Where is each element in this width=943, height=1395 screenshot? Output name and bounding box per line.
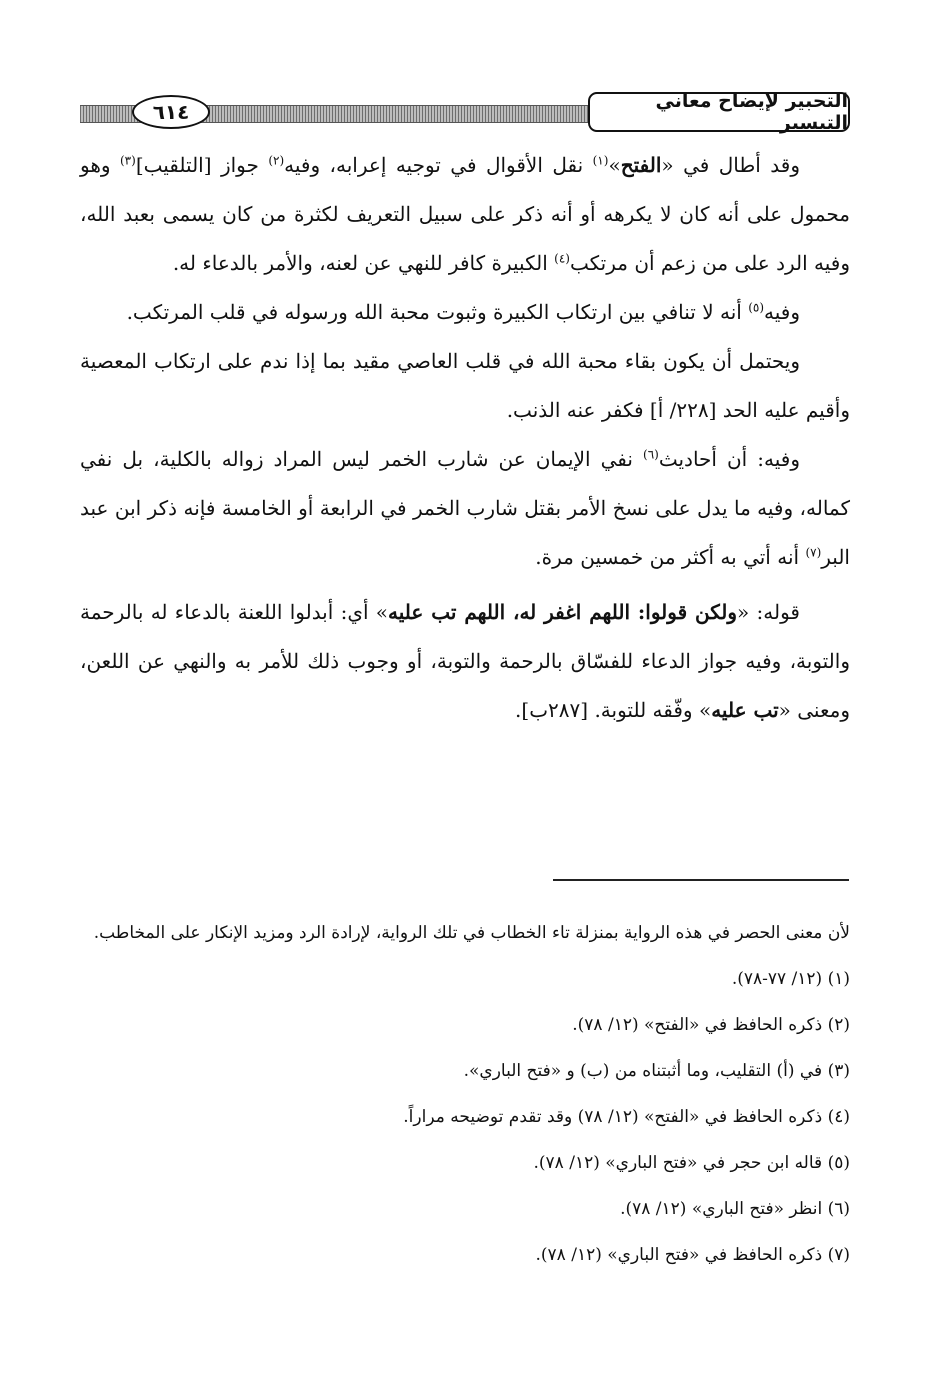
- footnote-7: (٧) ذكره الحافظ في «فتح الباري» (١٢/ ٧٨).: [535, 1245, 850, 1265]
- footnotes: [80, 910, 850, 1278]
- footnote-separator: [553, 879, 849, 881]
- paragraph: [80, 435, 850, 582]
- text-run: الكبيرة كافر للنهي عن لعنه، والأمر بالدعاء له.: [172, 251, 555, 275]
- text-run: »: [608, 153, 621, 177]
- bold-quote: تب عليه: [711, 698, 779, 722]
- text-run: ويحتمل أن يكون بقاء محبة الله في قلب العاصي مقيد بما إذا ندم على ارتكاب المعصية وأقيم عليه الحد [٢٢٨/ أ] فكفر عنه الذنب.: [80, 349, 850, 422]
- paragraph: [80, 141, 850, 288]
- bold-quote: الفتح: [620, 153, 662, 177]
- text-run: وهو محمول على أنه كان لا يكرهه أو أنه ذكر على سبيل التعريف لكثرة من كان يسمى بعبد الله، وفيه الرد على من زعم أن مرتكب: [80, 153, 850, 275]
- page-number: ٦١٤: [132, 95, 210, 129]
- text-run: » أي: أبدلوا اللعنة بالدعاء له بالرحمة والتوبة، وفيه جواز الدعاء للفسّاق بالرحمة والتوبة، أو وجوب ذلك للأمر به والنهي عن اللعن، ومعنى «: [80, 600, 850, 722]
- footnote-2: (٢) ذكره الحافظ في «الفتح» (١٢/ ٧٨).: [572, 1015, 850, 1035]
- paragraph: [80, 337, 850, 435]
- text-run: جواز [التلقيب]: [135, 153, 269, 177]
- text-run: قوله: «: [737, 600, 800, 624]
- text-run: أنه لا تنافي بين ارتكاب الكبيرة وثبوت محبة الله ورسوله في قلب المرتكب.: [126, 300, 749, 324]
- footnote-ref: (٤): [554, 251, 570, 266]
- text-run: نفي الإيمان عن شارب الخمر ليس المراد زواله بالكلية، بل نفي كماله، وفيه ما يدل على نسخ الأمر بقتل شارب الخمر في الرابعة أو الخامسة فإنه ذكر ابن عبد البر: [80, 447, 851, 569]
- main-text: [80, 141, 850, 735]
- page-header: [80, 92, 850, 136]
- text-run: أنه أتي به أكثر من خمسين مرة.: [535, 545, 806, 569]
- footnote-ref: (٦): [643, 447, 659, 462]
- footnote-ref: (٢): [268, 153, 285, 168]
- text-run: وفيه: أن أحاديث: [658, 447, 800, 471]
- paragraph: [80, 588, 850, 735]
- footnote-5: (٥) قاله ابن حجر في «فتح الباري» (١٢/ ٧٨).: [533, 1153, 850, 1173]
- footnote-ref: (٥): [748, 300, 765, 315]
- book-title: التحبير لإيضاح معاني التيسير: [588, 92, 850, 132]
- footnote-4: (٤) ذكره الحافظ في «الفتح» (١٢/ ٧٨) وقد تقدم توضيحه مراراً.: [403, 1107, 850, 1127]
- text-run: وقد أطال في «: [661, 153, 801, 177]
- text-run: » وفّقه للتوبة. [٢٨٧ب].: [515, 698, 712, 722]
- footnote-3: (٣) في (أ) التقليب، وما أثبتناه من (ب) و «فتح الباري».: [463, 1061, 850, 1081]
- bold-quote: ولكن قولوا: اللهم اغفر له، اللهم تب عليه: [388, 600, 738, 624]
- footnote-ref: (١): [592, 153, 609, 168]
- footnote-ref: (٧): [805, 545, 822, 560]
- footnote-continuation: لأن معنى الحصر في هذه الرواية بمنزلة تاء الخطاب في تلك الرواية، لإرادة الرد ومزيد الإنكار على المخاطب.: [93, 923, 850, 943]
- paragraph: [80, 288, 850, 337]
- footnote-6: (٦) انظر «فتح الباري» (١٢/ ٧٨).: [620, 1199, 850, 1219]
- text-run: نقل الأقوال في توجيه إعرابه، وفيه: [284, 153, 593, 177]
- text-run: وفيه: [764, 300, 800, 324]
- footnote-1: (١) (١٢/ ٧٧-٧٨).: [731, 969, 850, 989]
- footnote-ref: (٣): [119, 153, 136, 168]
